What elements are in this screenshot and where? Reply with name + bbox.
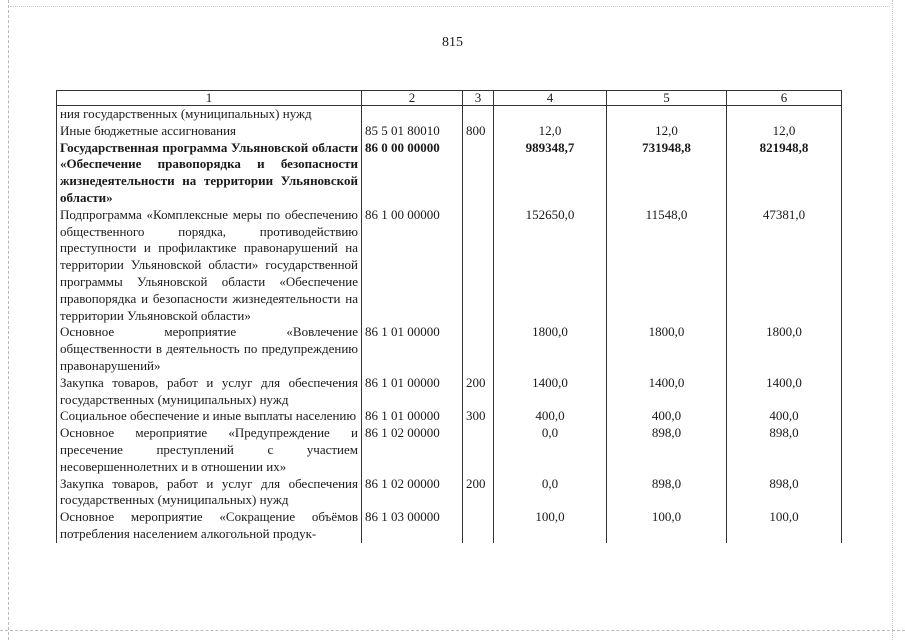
- row-expense-type: 200: [463, 375, 494, 409]
- row-expense-type: [463, 509, 494, 543]
- row-name: Иные бюджетные ассигнования: [57, 123, 362, 140]
- row-amount-col4: 12,0: [494, 123, 607, 140]
- row-amount-col5: 898,0: [607, 476, 727, 510]
- row-amount-col6: 821948,8: [727, 140, 842, 207]
- row-name: Подпрограмма «Комплексные меры по обеспечению общественного порядка, противодействию преступности и профилактике правонарушений на территории Ульяновской области» государственной программы Ульяновской области «Обеспечение правопорядка и безопасности жизнедеятельности на территории Ульяновской области»: [57, 207, 362, 325]
- scan-edge-right: [892, 0, 893, 640]
- row-amount-col6: 100,0: [727, 509, 842, 543]
- table-row: [57, 408, 842, 425]
- row-amount-col4: 0,0: [494, 476, 607, 510]
- row-expense-type: 200: [463, 476, 494, 510]
- row-name: ния государственных (муниципальных) нужд: [57, 106, 362, 123]
- row-name: Закупка товаров, работ и услуг для обеспечения государственных (муниципальных) нужд: [57, 375, 362, 409]
- row-name: Основное мероприятие «Предупреждение и пресечение преступлений с участием несовершеннолетних и в отношении их»: [57, 425, 362, 475]
- header-col-1: 1: [57, 91, 362, 106]
- scan-edge-top: [10, 6, 890, 7]
- row-amount-col5: 12,0: [607, 123, 727, 140]
- row-name: Основное мероприятие «Сокращение объёмов потребления населением алкогольной продук-: [57, 509, 362, 543]
- row-code: 86 1 01 00000: [362, 408, 463, 425]
- row-expense-type: [463, 140, 494, 207]
- row-code: [362, 106, 463, 123]
- table-row: [57, 123, 842, 140]
- row-amount-col4: 1800,0: [494, 324, 607, 374]
- row-amount-col5: 1400,0: [607, 375, 727, 409]
- row-expense-type: 800: [463, 123, 494, 140]
- row-amount-col4: 0,0: [494, 425, 607, 475]
- row-code: 86 1 01 00000: [362, 375, 463, 409]
- row-code: 85 5 01 80010: [362, 123, 463, 140]
- scan-edge-bottom: [0, 630, 905, 631]
- table-row: [57, 425, 842, 475]
- table-row: [57, 106, 842, 123]
- row-amount-col6: 898,0: [727, 476, 842, 510]
- row-amount-col5: 898,0: [607, 425, 727, 475]
- row-amount-col4: [494, 106, 607, 123]
- row-code: 86 1 02 00000: [362, 476, 463, 510]
- row-amount-col4: 989348,7: [494, 140, 607, 207]
- row-name: Основное мероприятие «Вовлечение общественности в деятельность по предупреждению правонарушений»: [57, 324, 362, 374]
- row-code: 86 1 03 00000: [362, 509, 463, 543]
- row-code: 86 1 00 00000: [362, 207, 463, 325]
- table-row: [57, 324, 842, 374]
- row-expense-type: 300: [463, 408, 494, 425]
- table-row: [57, 375, 842, 409]
- row-amount-col5: 1800,0: [607, 324, 727, 374]
- header-col-4: 4: [494, 91, 607, 106]
- table-row: [57, 509, 842, 543]
- row-amount-col5: 11548,0: [607, 207, 727, 325]
- row-amount-col4: 100,0: [494, 509, 607, 543]
- row-code: 86 1 01 00000: [362, 324, 463, 374]
- scan-edge-left: [8, 0, 9, 640]
- header-col-3: 3: [463, 91, 494, 106]
- header-col-2: 2: [362, 91, 463, 106]
- table-row: [57, 140, 842, 207]
- row-amount-col6: 1400,0: [727, 375, 842, 409]
- row-amount-col5: 400,0: [607, 408, 727, 425]
- header-row: [57, 91, 842, 106]
- row-amount-col6: 47381,0: [727, 207, 842, 325]
- row-expense-type: [463, 425, 494, 475]
- row-amount-col6: 400,0: [727, 408, 842, 425]
- row-code: 86 1 02 00000: [362, 425, 463, 475]
- row-amount-col6: 1800,0: [727, 324, 842, 374]
- row-name: Закупка товаров, работ и услуг для обеспечения государственных (муниципальных) нужд: [57, 476, 362, 510]
- table-row: [57, 207, 842, 325]
- row-amount-col6: 12,0: [727, 123, 842, 140]
- row-amount-col6: 898,0: [727, 425, 842, 475]
- row-amount-col5: [607, 106, 727, 123]
- row-code: 86 0 00 00000: [362, 140, 463, 207]
- page-number: 815: [442, 35, 463, 50]
- row-expense-type: [463, 207, 494, 325]
- row-amount-col5: 100,0: [607, 509, 727, 543]
- header-col-5: 5: [607, 91, 727, 106]
- table-row: [57, 476, 842, 510]
- row-amount-col5: 731948,8: [607, 140, 727, 207]
- row-amount-col4: 152650,0: [494, 207, 607, 325]
- row-name: Государственная программа Ульяновской области «Обеспечение правопорядка и безопасности жизнедеятельности на территории Ульяновской области»: [57, 140, 362, 207]
- row-expense-type: [463, 106, 494, 123]
- row-name: Социальное обеспечение и иные выплаты населению: [57, 408, 362, 425]
- row-amount-col6: [727, 106, 842, 123]
- table-body: [57, 106, 842, 543]
- row-amount-col4: 1400,0: [494, 375, 607, 409]
- row-amount-col4: 400,0: [494, 408, 607, 425]
- budget-table: [56, 90, 842, 543]
- row-expense-type: [463, 324, 494, 374]
- header-col-6: 6: [727, 91, 842, 106]
